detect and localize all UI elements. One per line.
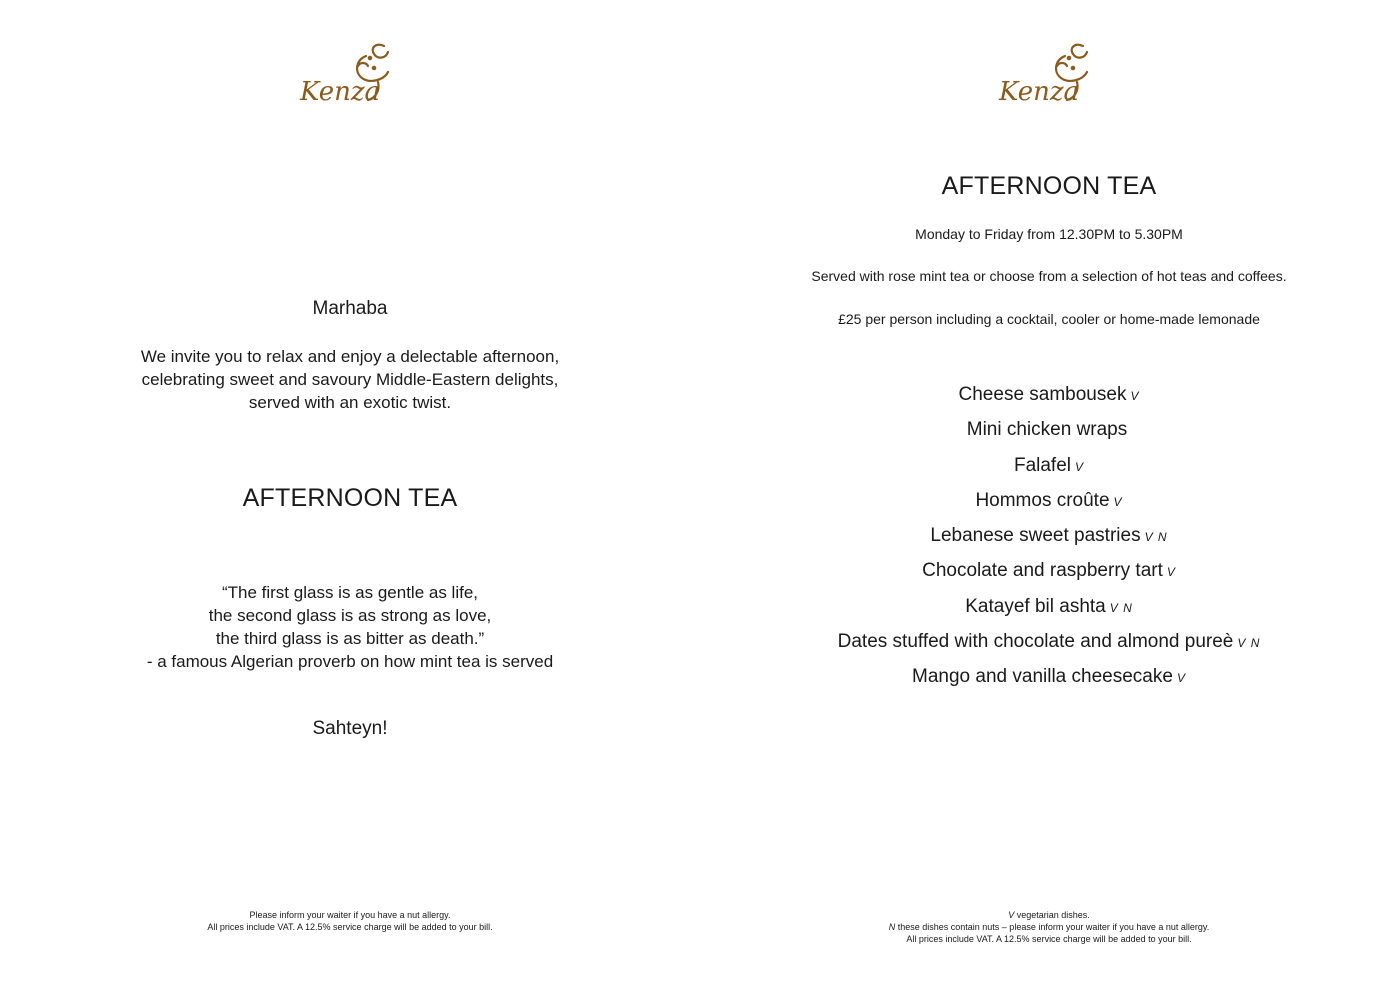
kenza-logo xyxy=(995,38,1095,118)
menu-list xyxy=(699,380,1399,698)
proverb-quote xyxy=(0,581,700,673)
page-title: AFTERNOON TEA xyxy=(941,172,1157,200)
dietary-tag: V xyxy=(1166,565,1176,580)
menu-item xyxy=(699,521,1399,556)
menu-item-name: Lebanese sweet pastries xyxy=(930,525,1141,547)
footer-note xyxy=(0,909,700,933)
quote-line: the second glass is as strong as love, xyxy=(208,606,492,625)
intro-line: celebrating sweet and savoury Middle-Eastern delights, xyxy=(141,370,559,389)
menu-item-name: Mini chicken wraps xyxy=(966,419,1128,441)
greeting: Marhaba xyxy=(312,298,388,319)
page-title: AFTERNOON TEA xyxy=(242,484,458,512)
menu-item-name: Mango and vanilla cheesecake xyxy=(912,666,1173,688)
menu-item xyxy=(699,451,1399,486)
logo-wordmark: Kenza xyxy=(999,77,1080,107)
menu-item-name: Chocolate and raspberry tart xyxy=(922,560,1163,582)
dietary-tag: V xyxy=(1113,494,1123,509)
quote-line: “The first glass is as gentle as life, xyxy=(221,583,479,602)
footer-line: All prices include VAT. A 12.5% service charge will be added to your bill. xyxy=(906,934,1192,944)
dietary-tag: V xyxy=(1075,459,1085,474)
footer-line: Please inform your waiter if you have a nut allergy. xyxy=(249,910,451,920)
legend-n-text: these dishes contain nuts – please inform your waiter if you have a nut allergy. xyxy=(895,922,1210,932)
intro-text xyxy=(0,345,700,414)
service-hours: Monday to Friday from 12.30PM to 5.30PM xyxy=(915,226,1183,242)
legend-vegetarian xyxy=(699,909,1399,921)
menu-item-name: Katayef bil ashta xyxy=(965,595,1106,617)
intro-line: served with an exotic twist. xyxy=(248,393,452,412)
menu-item xyxy=(699,415,1399,450)
legend-v-key: V xyxy=(1008,910,1015,920)
menu-item xyxy=(699,662,1399,697)
menu-item xyxy=(699,556,1399,591)
menu-item-name: Hommos croûte xyxy=(975,489,1110,511)
footer-line: All prices include VAT. A 12.5% service charge will be added to your bill. xyxy=(207,922,493,932)
dietary-tag: V xyxy=(1130,389,1140,403)
menu-item xyxy=(699,592,1399,627)
dietary-tag: V N xyxy=(1237,636,1261,651)
legend-v-text: vegetarian dishes. xyxy=(1014,910,1090,920)
menu-page-right xyxy=(699,0,1399,989)
dietary-tag: V N xyxy=(1109,600,1133,615)
kenza-logo-graphic xyxy=(296,38,396,118)
kenza-logo-graphic xyxy=(995,38,1095,118)
price-note: £25 per person including a cocktail, cooler or home-made lemonade xyxy=(838,311,1260,327)
legend-n-key: N xyxy=(888,922,896,932)
dietary-tag: V xyxy=(1176,671,1186,686)
legend-nuts xyxy=(699,921,1399,933)
served-with-note: Served with rose mint tea or choose from a selection of hot teas and coffees. xyxy=(811,268,1287,284)
footer-legend xyxy=(699,909,1399,945)
intro-line: We invite you to relax and enjoy a delectable afternoon, xyxy=(140,347,560,366)
menu-item xyxy=(699,380,1399,415)
quote-attribution: - a famous Algerian proverb on how mint tea is served xyxy=(146,652,554,671)
menu-item xyxy=(699,486,1399,521)
logo-wordmark: Kenza xyxy=(300,77,381,107)
menu-item xyxy=(699,627,1399,662)
menu-item-name: Falafel xyxy=(1013,454,1071,476)
quote-line: the third glass is as bitter as death.” xyxy=(215,629,485,648)
menu-item-name: Cheese sambousek xyxy=(958,384,1127,405)
closing-greeting: Sahteyn! xyxy=(312,718,388,739)
dietary-tag: V N xyxy=(1144,530,1168,545)
kenza-logo xyxy=(296,38,396,118)
menu-item-name: Dates stuffed with chocolate and almond pureè xyxy=(837,631,1234,653)
